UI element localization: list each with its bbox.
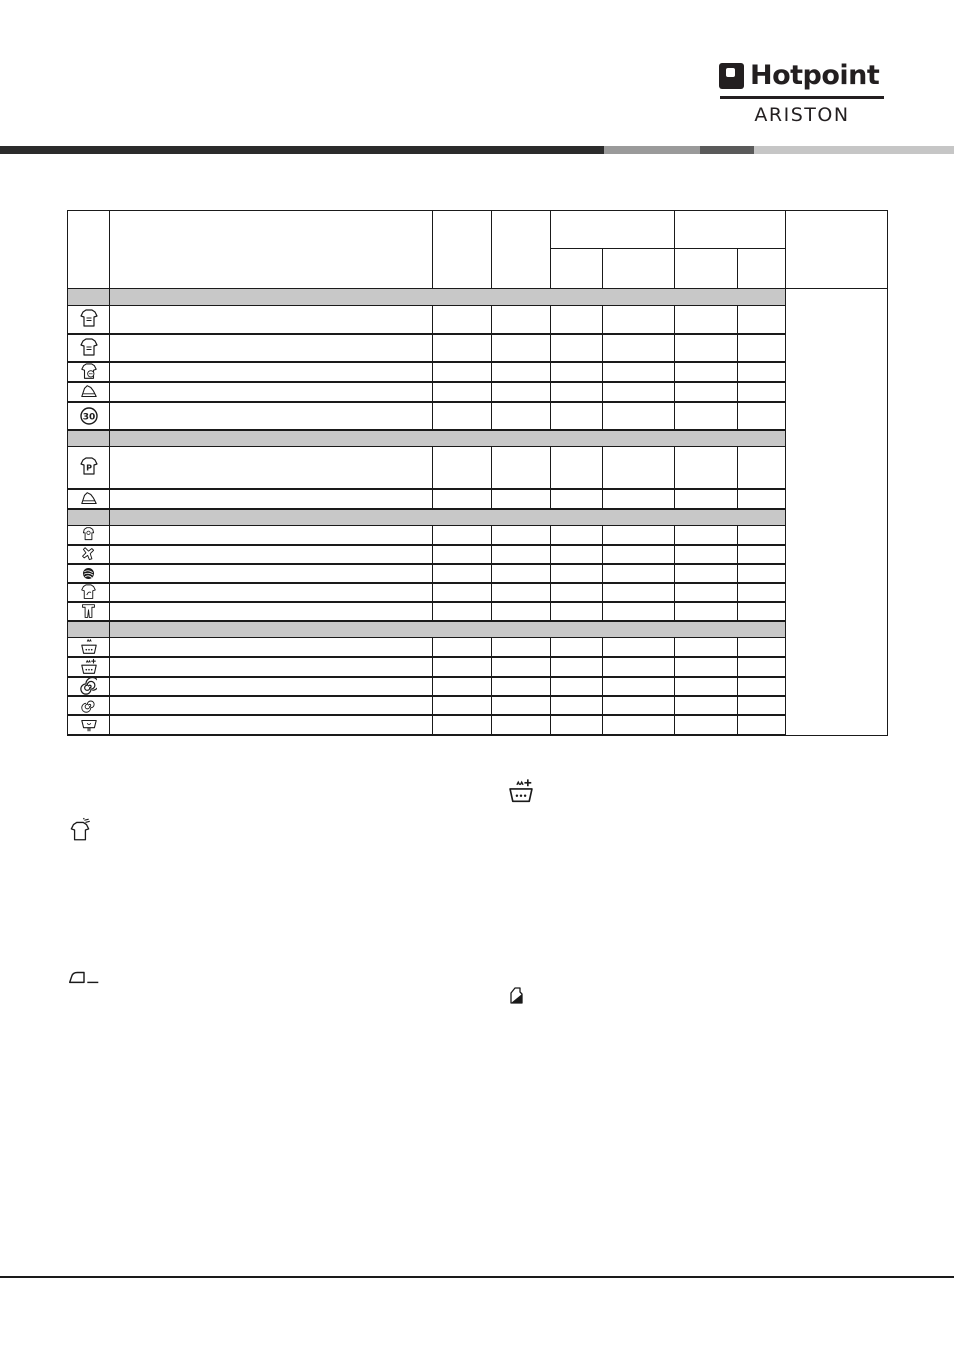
table-row — [68, 306, 888, 334]
table-row — [68, 382, 888, 402]
header-bar-mid — [700, 146, 754, 154]
hand-wash-icon — [68, 382, 110, 402]
logo-wordmark: Hotpoint — [750, 60, 880, 91]
jeans-icon — [68, 602, 110, 621]
section-header-row — [68, 621, 888, 638]
notes-column — [786, 289, 888, 736]
logo-mark — [719, 63, 744, 89]
header-cell-temp — [433, 211, 492, 289]
drain-icon — [68, 715, 110, 735]
header-cell-last — [786, 211, 888, 289]
30-min-icon — [68, 402, 110, 430]
table-row — [68, 602, 888, 621]
hand-wash-icon — [68, 489, 110, 509]
header-cell-group-b — [675, 211, 786, 249]
header-subcell — [551, 249, 603, 289]
delicates-icon — [68, 583, 110, 602]
table-row — [68, 696, 888, 715]
light-spin-icon — [68, 696, 110, 715]
logo-subtitle: ARISTON — [754, 104, 850, 126]
table-row — [68, 657, 888, 677]
programme-table — [67, 210, 888, 736]
header-cell-programme — [110, 211, 433, 289]
shirt-icon — [68, 306, 110, 334]
logo-divider — [720, 96, 884, 99]
iron-icon — [67, 967, 101, 989]
table-row — [68, 715, 888, 735]
rinse-plus-icon — [507, 778, 535, 804]
table-row — [68, 526, 888, 545]
header-cell-spin — [492, 211, 551, 289]
footer-rule — [0, 1276, 954, 1278]
section-header-row — [68, 430, 888, 447]
header-bar-grey — [604, 146, 700, 154]
sport-icon — [68, 545, 110, 564]
header-bar-dark — [0, 146, 604, 154]
header-subcell — [738, 249, 786, 289]
table-row — [68, 677, 888, 696]
table-row — [68, 334, 888, 362]
header-cell-icon — [68, 211, 110, 289]
brand-logo — [719, 58, 885, 128]
table-row — [68, 489, 888, 509]
header-bar-light — [754, 146, 954, 154]
shirt-stain-icon — [68, 362, 110, 382]
rinse-plus-icon — [68, 657, 110, 677]
section-header-row — [68, 509, 888, 526]
table-row — [68, 564, 888, 583]
table-row — [68, 447, 888, 489]
synthetics-icon — [68, 447, 110, 489]
header-subcell — [675, 249, 738, 289]
stain-icon — [68, 817, 92, 843]
detergent-icon — [506, 984, 526, 1006]
baby-icon — [68, 526, 110, 545]
shirt-icon — [68, 334, 110, 362]
rinse-icon — [68, 638, 110, 658]
header-cell-group-a — [551, 211, 675, 249]
wool-icon — [68, 564, 110, 583]
table-row — [68, 362, 888, 382]
header-subcell — [603, 249, 675, 289]
section-header-row — [68, 289, 888, 306]
table-row — [68, 402, 888, 430]
table-row — [68, 545, 888, 564]
spin-icon — [68, 677, 110, 696]
table-row — [68, 583, 888, 602]
table-row — [68, 638, 888, 658]
